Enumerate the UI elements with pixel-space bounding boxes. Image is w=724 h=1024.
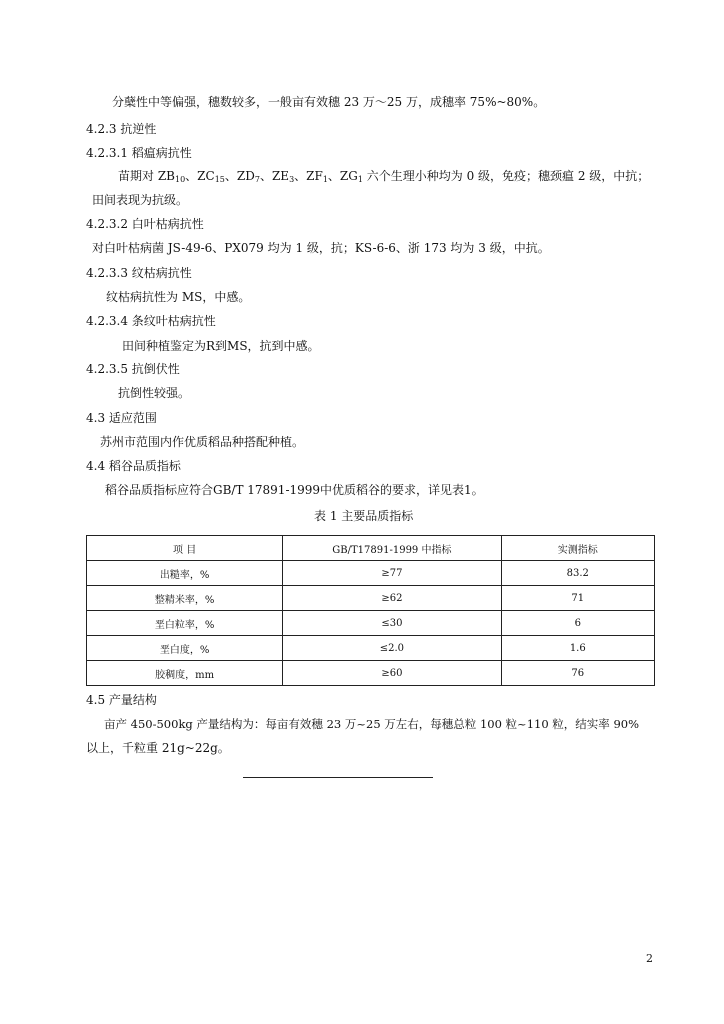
paragraph-yield-structure-cont: 以上，千粒重 21g~22g。 bbox=[86, 741, 230, 755]
table-header-cell: 项 目 bbox=[87, 536, 283, 561]
subscript: 7 bbox=[254, 175, 260, 184]
text-segment: 六个生理小种均为 0 级，免疫；穗颈瘟 2 级，中抗； bbox=[362, 169, 650, 183]
subscript: 1 bbox=[357, 175, 363, 184]
paragraph-blast-resistance-cont: 田间表现为抗级。 bbox=[92, 193, 189, 207]
table-row bbox=[87, 586, 655, 611]
end-rule bbox=[243, 777, 433, 778]
heading-4-5: 4.5 产量结构 bbox=[86, 693, 157, 707]
table-row bbox=[87, 636, 655, 661]
table-cell: ≥77 bbox=[283, 561, 501, 586]
table-cell: 胶稠度，mm bbox=[87, 661, 283, 686]
table-cell: 6 bbox=[501, 611, 654, 636]
page-number: 2 bbox=[646, 952, 653, 965]
table-cell: 整精米率，% bbox=[87, 586, 283, 611]
paragraph-tillering: 分蘖性中等偏强，穗数较多，一般亩有效穗 23 万～25 万，成穗率 75%~80%。 bbox=[112, 95, 546, 109]
paragraph-bacterial-blight: 对白叶枯病菌 JS-49-6、PX079 均为 1 级，抗；KS-6-6、浙 173 均为 3 级，中抗。 bbox=[92, 241, 550, 255]
paragraph-yield-structure: 亩产 450-500kg 产量结构为：每亩有效穗 23 万~25 万左右，每穗总粒 100 粒~110 粒，结实率 90% bbox=[104, 717, 640, 731]
text-segment: 、ZE bbox=[259, 169, 290, 183]
table-cell: 1.6 bbox=[501, 636, 654, 661]
heading-4-3: 4.3 适应范围 bbox=[86, 411, 157, 425]
paragraph-blast-resistance bbox=[118, 168, 649, 184]
subscript: 10 bbox=[174, 175, 186, 184]
quality-table bbox=[86, 535, 655, 686]
table-caption: 表 1 主要品质指标 bbox=[314, 509, 414, 523]
subscript: 1 bbox=[322, 175, 328, 184]
table-cell: ≥62 bbox=[283, 586, 501, 611]
text-segment: 、ZG bbox=[327, 169, 358, 183]
table-cell: ≤2.0 bbox=[283, 636, 501, 661]
table-cell: 出糙率，% bbox=[87, 561, 283, 586]
table-cell: 83.2 bbox=[501, 561, 654, 586]
heading-4-2-3-5: 4.2.3.5 抗倒伏性 bbox=[86, 362, 180, 376]
table-header-cell: GB/T17891-1999 中指标 bbox=[283, 536, 501, 561]
text-segment: 苗期对 ZB bbox=[118, 169, 175, 183]
paragraph-sheath-blight: 纹枯病抗性为 MS，中感。 bbox=[106, 290, 251, 304]
table-cell: 71 bbox=[501, 586, 654, 611]
paragraph-stripe-disease: 田间种植鉴定为R到MS，抗到中感。 bbox=[122, 339, 320, 353]
table-cell: ≥60 bbox=[283, 661, 501, 686]
subscript: 3 bbox=[289, 175, 295, 184]
table-cell: 垩白粒率，% bbox=[87, 611, 283, 636]
heading-4-2-3-3: 4.2.3.3 纹枯病抗性 bbox=[86, 266, 192, 280]
paragraph-lodging-resistance: 抗倒性较强。 bbox=[118, 386, 191, 400]
paragraph-quality-standard: 稻谷品质指标应符合GB/T 17891-1999中优质稻谷的要求，详见表1。 bbox=[105, 483, 484, 497]
table-cell: ≤30 bbox=[283, 611, 501, 636]
heading-4-2-3-4: 4.2.3.4 条纹叶枯病抗性 bbox=[86, 314, 216, 328]
table-row bbox=[87, 661, 655, 686]
table-row bbox=[87, 611, 655, 636]
table-row bbox=[87, 561, 655, 586]
paragraph-adaptation-range: 苏州市范围内作优质稻品种搭配种植。 bbox=[100, 435, 305, 449]
table-header-row bbox=[87, 536, 655, 561]
text-segment: 、ZD bbox=[224, 169, 255, 183]
text-segment: 、ZC bbox=[185, 169, 215, 183]
table-cell: 76 bbox=[501, 661, 654, 686]
heading-4-4: 4.4 稻谷品质指标 bbox=[86, 459, 181, 473]
heading-4-2-3: 4.2.3 抗逆性 bbox=[86, 122, 157, 136]
table-header-cell: 实测指标 bbox=[501, 536, 654, 561]
subscript: 15 bbox=[214, 175, 225, 184]
heading-4-2-3-1: 4.2.3.1 稻瘟病抗性 bbox=[86, 146, 192, 160]
text-segment: 、ZF bbox=[294, 169, 323, 183]
heading-4-2-3-2: 4.2.3.2 白叶枯病抗性 bbox=[86, 217, 204, 231]
table-cell: 垩白度，% bbox=[87, 636, 283, 661]
